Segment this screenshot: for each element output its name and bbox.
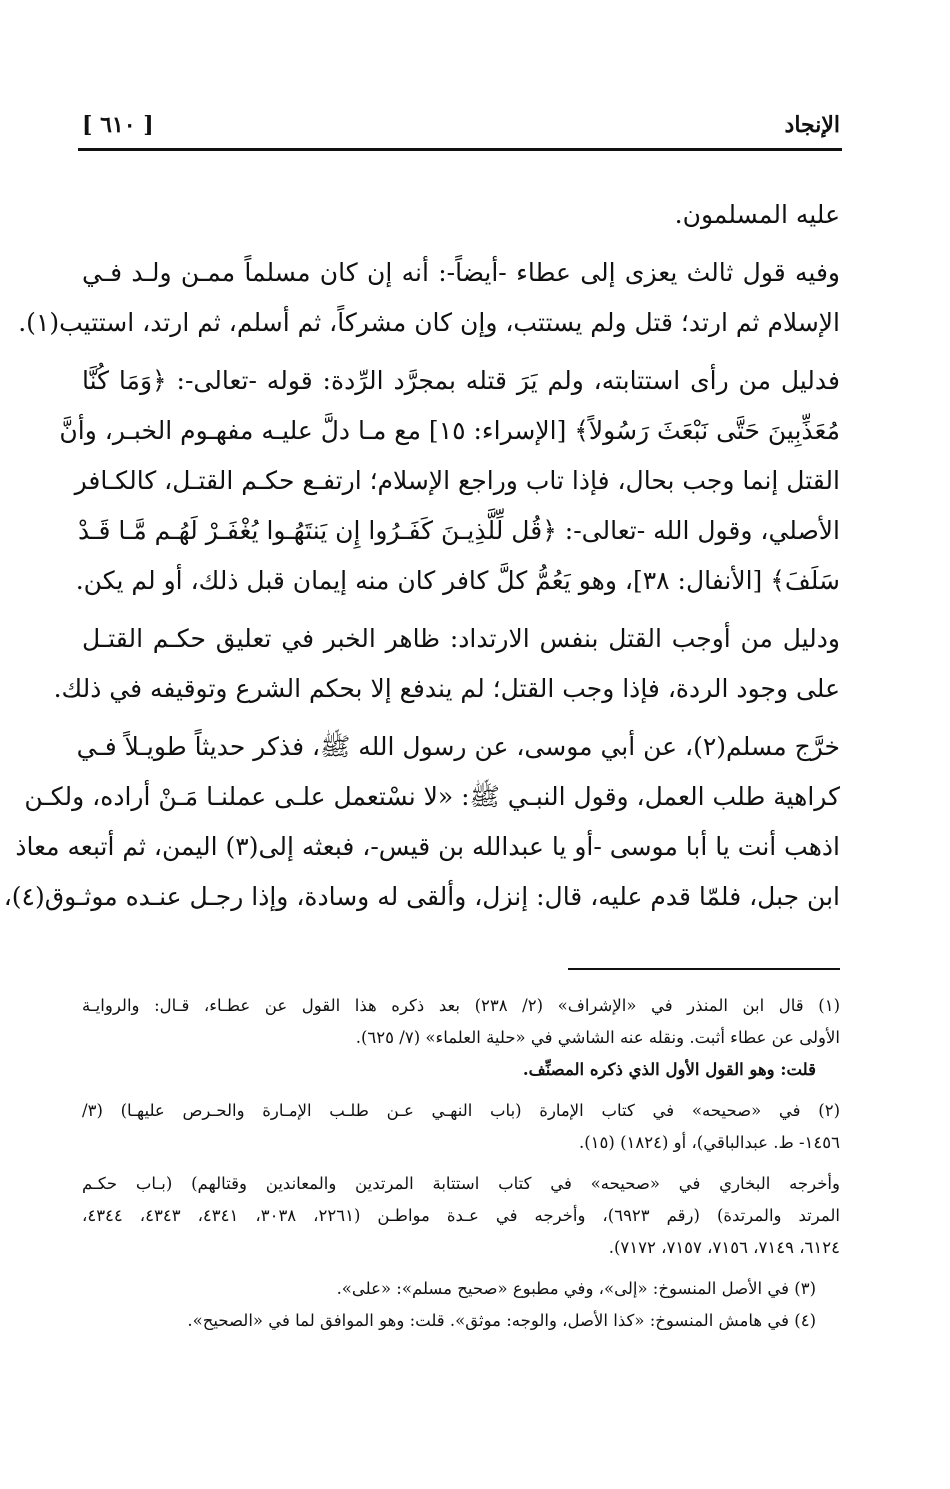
footnote-line: (٤) في هامش المنسوخ: «كذا الأصل، والوجه: موثق». قلت: وهو الموافق لما في «الصحيح». [187, 1311, 816, 1330]
footnote-line: المرتد والمرتدة) (رقم ٦٩٢٣)، وأخرجه في عـدة مواطـن (٢٢٦١، ٣٠٣٨، ٤٣٤١، ٤٣٤٣، ٤٣٤٤، [82, 1206, 841, 1225]
footnote-separator [568, 968, 840, 970]
footnote-line: ٦١٢٤، ٧١٤٩، ٧١٥٦، ٧١٥٧، ٧١٧٢). [608, 1238, 840, 1257]
text-line: خرَّج مسلم(٢)، عن أبي موسى، عن رسول الله ﷺ، فذكر حديثاً طويـلاً فـي [76, 732, 840, 761]
text-line: اذهب أنت يا أبا موسى -أو يا عبدالله بن قيس-، فبعثه إلى(٣) اليمن، ثم أتبعه معاذ [15, 832, 840, 861]
footnote-line: وأخرجه البخاري في «صحيحه» في كتاب استتابة المرتدين والمعاندين وقتالهم) (بـاب حكـم [82, 1174, 840, 1193]
text-line: مُعَذِّبِينَ حَتَّى نَبْعَثَ رَسُولاً﴾ [الإسراء: ١٥] مع مـا دلَّ عليـه مفهـوم الخبـر، وأنَّ [59, 416, 840, 445]
text-line: سَلَفَ﴾ [الأنفال: ٣٨]، وهو يَعُمُّ كلَّ كافر كان منه إيمان قبل ذلك، أو لم يكن. [75, 566, 840, 595]
footnote-remark: قلت: وهو القول الأول الذي ذكره المصنِّف. [522, 1060, 816, 1079]
text-line: القتل إنما وجب بحال، فإذا تاب وراجع الإسلام؛ ارتفـع حكـم القتـل، كالكـافر [74, 466, 840, 495]
chapter-title: الإنجاد [784, 112, 840, 138]
footnote-line: (٣) في الأصل المنسوخ: «إلى»، وفي مطبوع «صحيح مسلم»: «على». [336, 1279, 816, 1298]
text-line: عليه المسلمون. [674, 200, 840, 229]
text-line: فدليل من رأى استتابته، ولم يَرَ قتله بمجرَّد الرِّدة: قوله -تعالى-: ﴿وَمَا كُنَّا [82, 366, 840, 395]
footnotes [82, 990, 840, 1337]
text-line: الإسلام ثم ارتد؛ قتل ولم يستتب، وإن كان مشركاً، ثم أسلم، ثم ارتد، استتيب(١). [18, 308, 840, 337]
footnote-line: (١) قال ابن المنذر في «الإشراف» (٢/ ٢٣٨) بعد ذكره هذا القول عن عطـاء، قـال: والروايـة [82, 996, 841, 1015]
running-header [82, 112, 840, 152]
text-line: ودليل من أوجب القتل بنفس الارتداد: ظاهر الخبر في تعليق حكـم القتـل [82, 624, 840, 653]
footnote-line: (٢) في «صحيحه» في كتاب الإمارة (باب النهـي عـن طلـب الإمـارة والحـرص عليهـا) (٣/ [82, 1101, 840, 1120]
text-line: كراهية طلب العمل، وقول النبـي ﷺ: «لا نسْتعمل علـى عملنـا مَـنْ أراده، ولكـن [24, 782, 840, 811]
page-number: [ ٦١٠ ] [82, 112, 154, 138]
text-line: على وجود الردة، فإذا وجب القتل؛ لم يندفع إلا بحكم الشرع وتوقيفه في ذلك. [53, 674, 840, 703]
text-line: ابن جبل، فلمّا قدم عليه، قال: إنزل، وألقى له وسادة، وإذا رجـل عنـده موثـوق(٤)، [3, 882, 840, 911]
footnote-line: ١٤٥٦- ط. عبدالباقي)، أو (١٨٢٤) (١٥). [578, 1133, 840, 1152]
main-text [3, 190, 840, 922]
text-line: وفيه قول ثالث يعزى إلى عطاء -أيضاً-: أنه إن كان مسلماً ممـن ولـد فـي [82, 258, 840, 287]
footnote-line: الأولى عن عطاء أثبت. ونقله عنه الشاشي في «حلية العلماء» (٧/ ٦٢٥). [355, 1028, 840, 1047]
text-line: الأصلي، وقول الله -تعالى-: ﴿قُل لِّلَّذِيـنَ كَفَـرُوا إِن يَنتَهُـوا يُغْفَـرْ لَهُـم مَّـا قَـدْ [78, 516, 840, 545]
header-rule [78, 148, 842, 151]
